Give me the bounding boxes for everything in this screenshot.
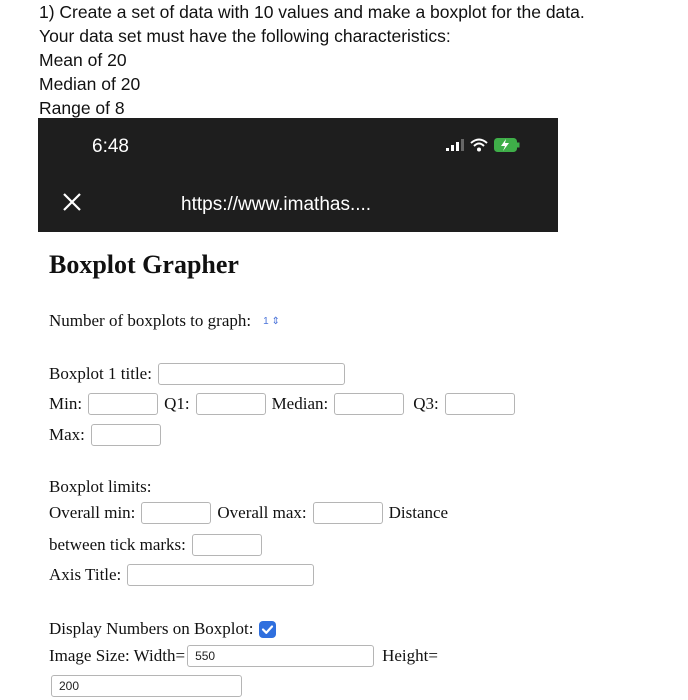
overall-max-input[interactable]: [313, 502, 383, 524]
question-line-3: Mean of 20: [39, 50, 127, 70]
num-boxplots-value: 1: [263, 315, 269, 327]
q1-label: Q1:: [164, 394, 190, 413]
question-line-2: Your data set must have the following characteristics:: [39, 26, 451, 46]
wifi-icon: [470, 138, 488, 152]
page-title: Boxplot Grapher: [49, 250, 239, 279]
median-input[interactable]: [334, 393, 404, 415]
q1-input[interactable]: [196, 393, 266, 415]
overall-min-label: Overall min:: [49, 503, 136, 522]
five-number-row: [49, 393, 515, 415]
axis-title-row: [49, 564, 314, 586]
max-row: [49, 424, 161, 446]
status-icons: [446, 138, 520, 152]
phone-browser-bar: [38, 118, 558, 232]
min-input[interactable]: [88, 393, 158, 415]
display-numbers-label: Display Numbers on Boxplot:: [49, 619, 254, 638]
tick-distance-row: [49, 534, 262, 556]
question-text: [39, 0, 679, 120]
image-size-label: Image Size: Width=: [49, 646, 186, 665]
overall-limits-row: [49, 502, 448, 524]
width-input[interactable]: 550: [187, 645, 374, 667]
num-boxplots-label: Number of boxplots to graph:: [49, 311, 252, 330]
median-label: Median:: [271, 394, 329, 413]
close-icon[interactable]: [58, 188, 86, 216]
overall-min-input[interactable]: [141, 502, 211, 524]
q3-input[interactable]: [445, 393, 515, 415]
between-ticks-label: between tick marks:: [49, 535, 186, 554]
num-boxplots-row: [49, 311, 280, 331]
display-numbers-checkbox[interactable]: [259, 621, 276, 638]
checkmark-icon: [259, 621, 276, 638]
limits-heading: Boxplot limits:: [49, 477, 152, 496]
url-bar[interactable]: https://www.imathas....: [181, 194, 372, 215]
min-label: Min:: [49, 394, 83, 413]
axis-title-label: Axis Title:: [49, 565, 122, 584]
distance-label: Distance: [388, 503, 449, 522]
num-boxplots-select[interactable]: [263, 316, 280, 327]
axis-title-input[interactable]: [127, 564, 314, 586]
q3-label: Q3:: [413, 394, 439, 413]
height-input[interactable]: 200: [51, 675, 242, 697]
tick-distance-input[interactable]: [192, 534, 262, 556]
max-label: Max:: [49, 425, 85, 444]
height-label: Height=: [382, 646, 438, 665]
up-down-chevron-icon: ⇕: [271, 315, 280, 327]
status-time: 6:48: [92, 136, 129, 157]
boxplot1-title-row: [49, 363, 345, 385]
boxplot1-title-label: Boxplot 1 title:: [49, 364, 152, 383]
question-line-4: Median of 20: [39, 74, 141, 94]
question-line-1: 1) Create a set of data with 10 values and make a boxplot for the data.: [39, 2, 585, 22]
overall-max-label: Overall max:: [217, 503, 307, 522]
display-numbers-row: [49, 619, 276, 639]
max-input[interactable]: [91, 424, 161, 446]
question-line-5: Range of 8: [39, 98, 125, 118]
boxplot1-title-input[interactable]: [158, 363, 345, 385]
height-row: [49, 675, 242, 697]
battery-charging-icon: [494, 138, 520, 152]
limits-heading-row: [49, 477, 152, 497]
image-size-row: [49, 645, 438, 667]
signal-icon: [446, 139, 464, 151]
